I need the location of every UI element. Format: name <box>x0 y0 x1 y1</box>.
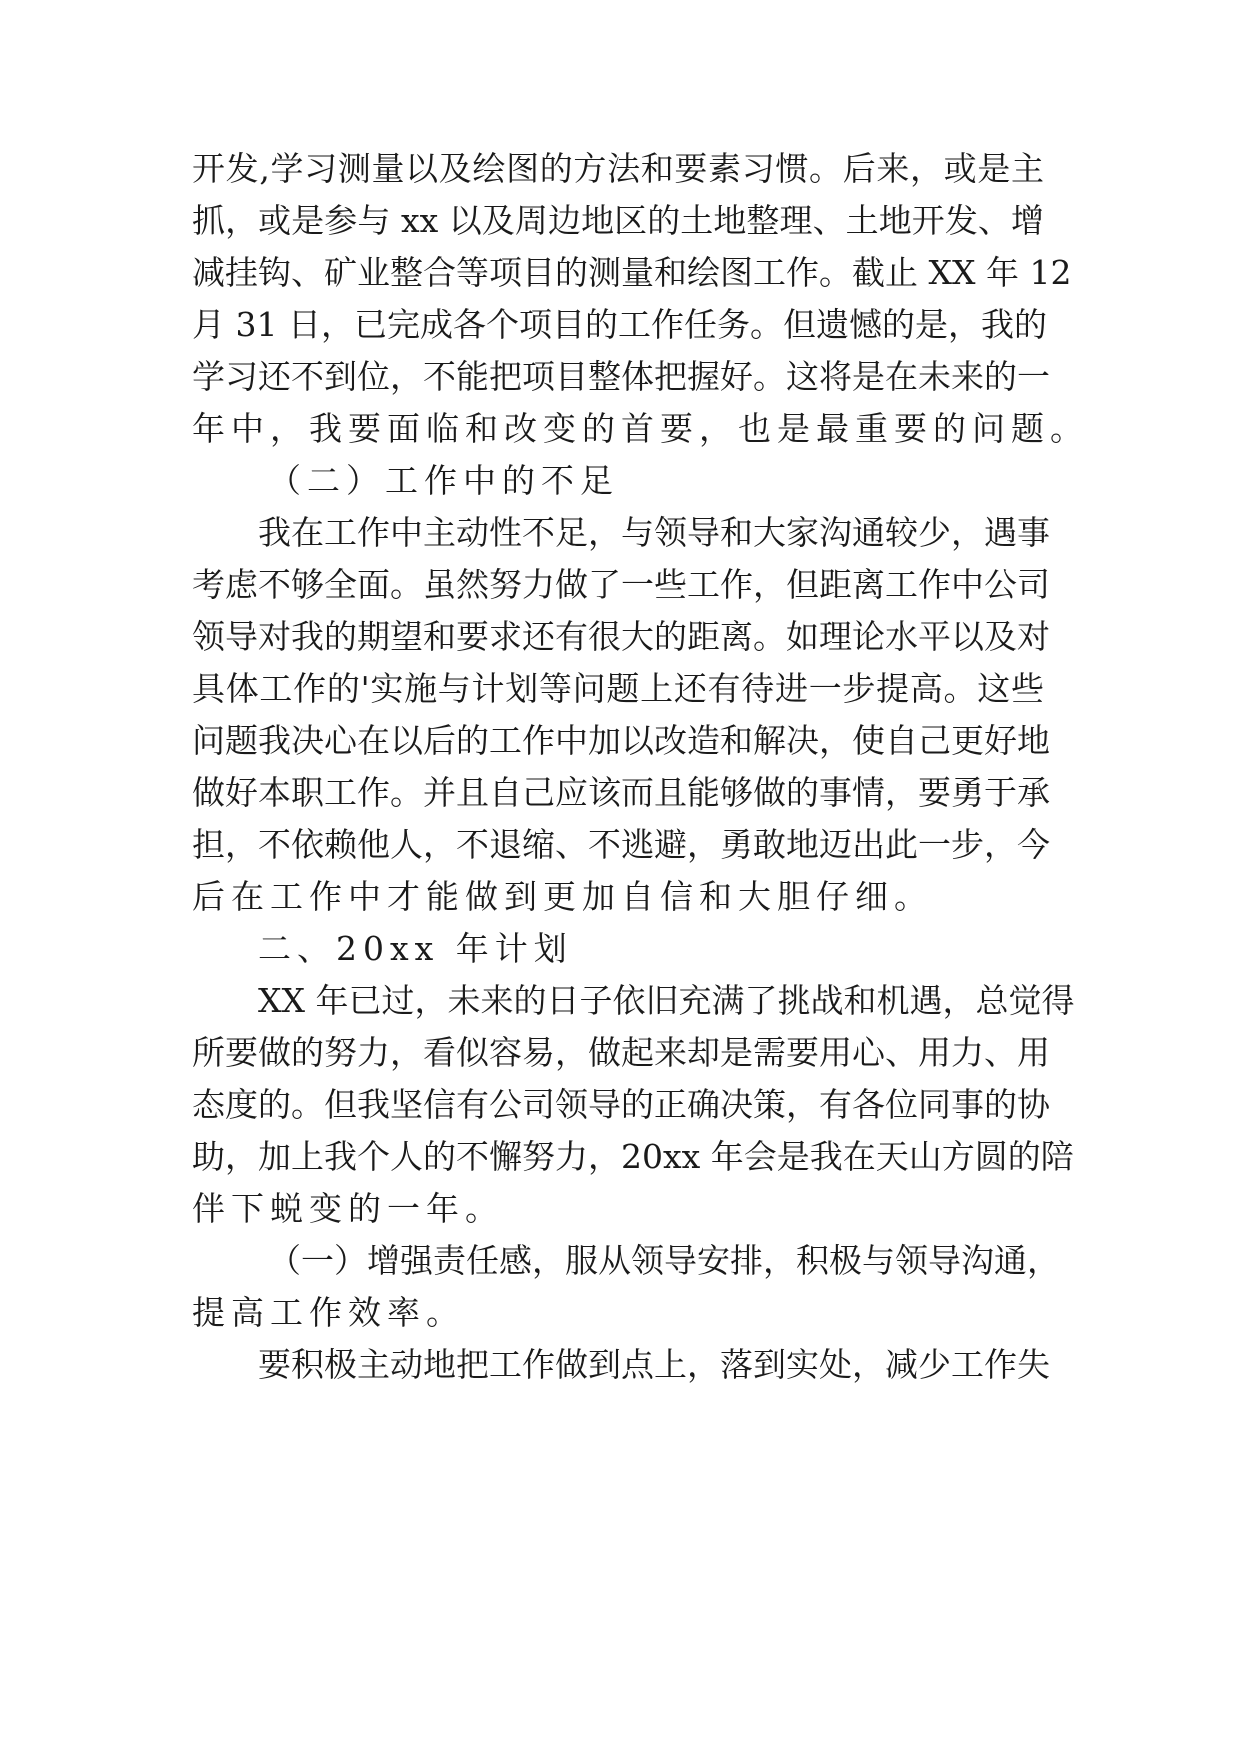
text-line: 开发,学习测量以及绘图的方法和要素习惯。后来，或是主 <box>192 149 1044 188</box>
section-heading: （一）增强责任感，服从领导安排，积极与领导沟通， <box>268 1241 1060 1280</box>
text-line: 具体工作的'实施与计划等问题上还有待进一步提高。这些 <box>192 669 1044 708</box>
text-line: 所要做的努力，看似容易，做起来却是需要用心、用力、用 <box>192 1033 1050 1072</box>
text-line: 做好本职工作。并且自己应该而且能够做的事情，要勇于承 <box>192 773 1050 812</box>
text-line: 伴下蜕变的一年。 <box>192 1189 504 1228</box>
text-line: 后在工作中才能做到更加自信和大胆仔细。 <box>192 877 933 916</box>
text-line: 月 31 日，已完成各个项目的工作任务。但遗憾的是，我的 <box>192 305 1047 344</box>
text-line: 抓，或是参与 xx 以及周边地区的土地整理、土地开发、增 <box>192 201 1044 240</box>
text-line: 学习还不到位，不能把项目整体把握好。这将是在未来的一 <box>192 357 1050 396</box>
section-heading: （二）工作中的不足 <box>268 461 619 500</box>
section-heading: 二、20xx 年计划 <box>258 929 573 968</box>
text-line: 问题我决心在以后的工作中加以改造和解决，使自己更好地 <box>192 721 1050 760</box>
text-line: 我在工作中主动性不足，与领导和大家沟通较少，遇事 <box>258 513 1050 552</box>
text-line: 领导对我的期望和要求还有很大的距离。如理论水平以及对 <box>192 617 1050 656</box>
text-line: 助，加上我个人的不懈努力，20xx 年会是我在天山方圆的陪 <box>192 1137 1074 1176</box>
text-line: 要积极主动地把工作做到点上，落到实处，减少工作失 <box>258 1345 1050 1384</box>
text-line: 年中，我要面临和改变的首要，也是最重要的问题。 <box>192 409 1089 448</box>
text-line: 减挂钩、矿业整合等项目的测量和绘图工作。截止 XX 年 12 <box>192 253 1072 292</box>
text-line: XX 年已过，未来的日子依旧充满了挑战和机遇，总觉得 <box>258 981 1075 1020</box>
text-line: 考虑不够全面。虽然努力做了一些工作，但距离工作中公司 <box>192 565 1050 604</box>
text-line: 态度的。但我坚信有公司领导的正确决策，有各位同事的协 <box>192 1085 1050 1124</box>
text-line: 提高工作效率。 <box>192 1293 465 1332</box>
text-line: 担，不依赖他人，不退缩、不逃避，勇敢地迈出此一步，今 <box>192 825 1050 864</box>
